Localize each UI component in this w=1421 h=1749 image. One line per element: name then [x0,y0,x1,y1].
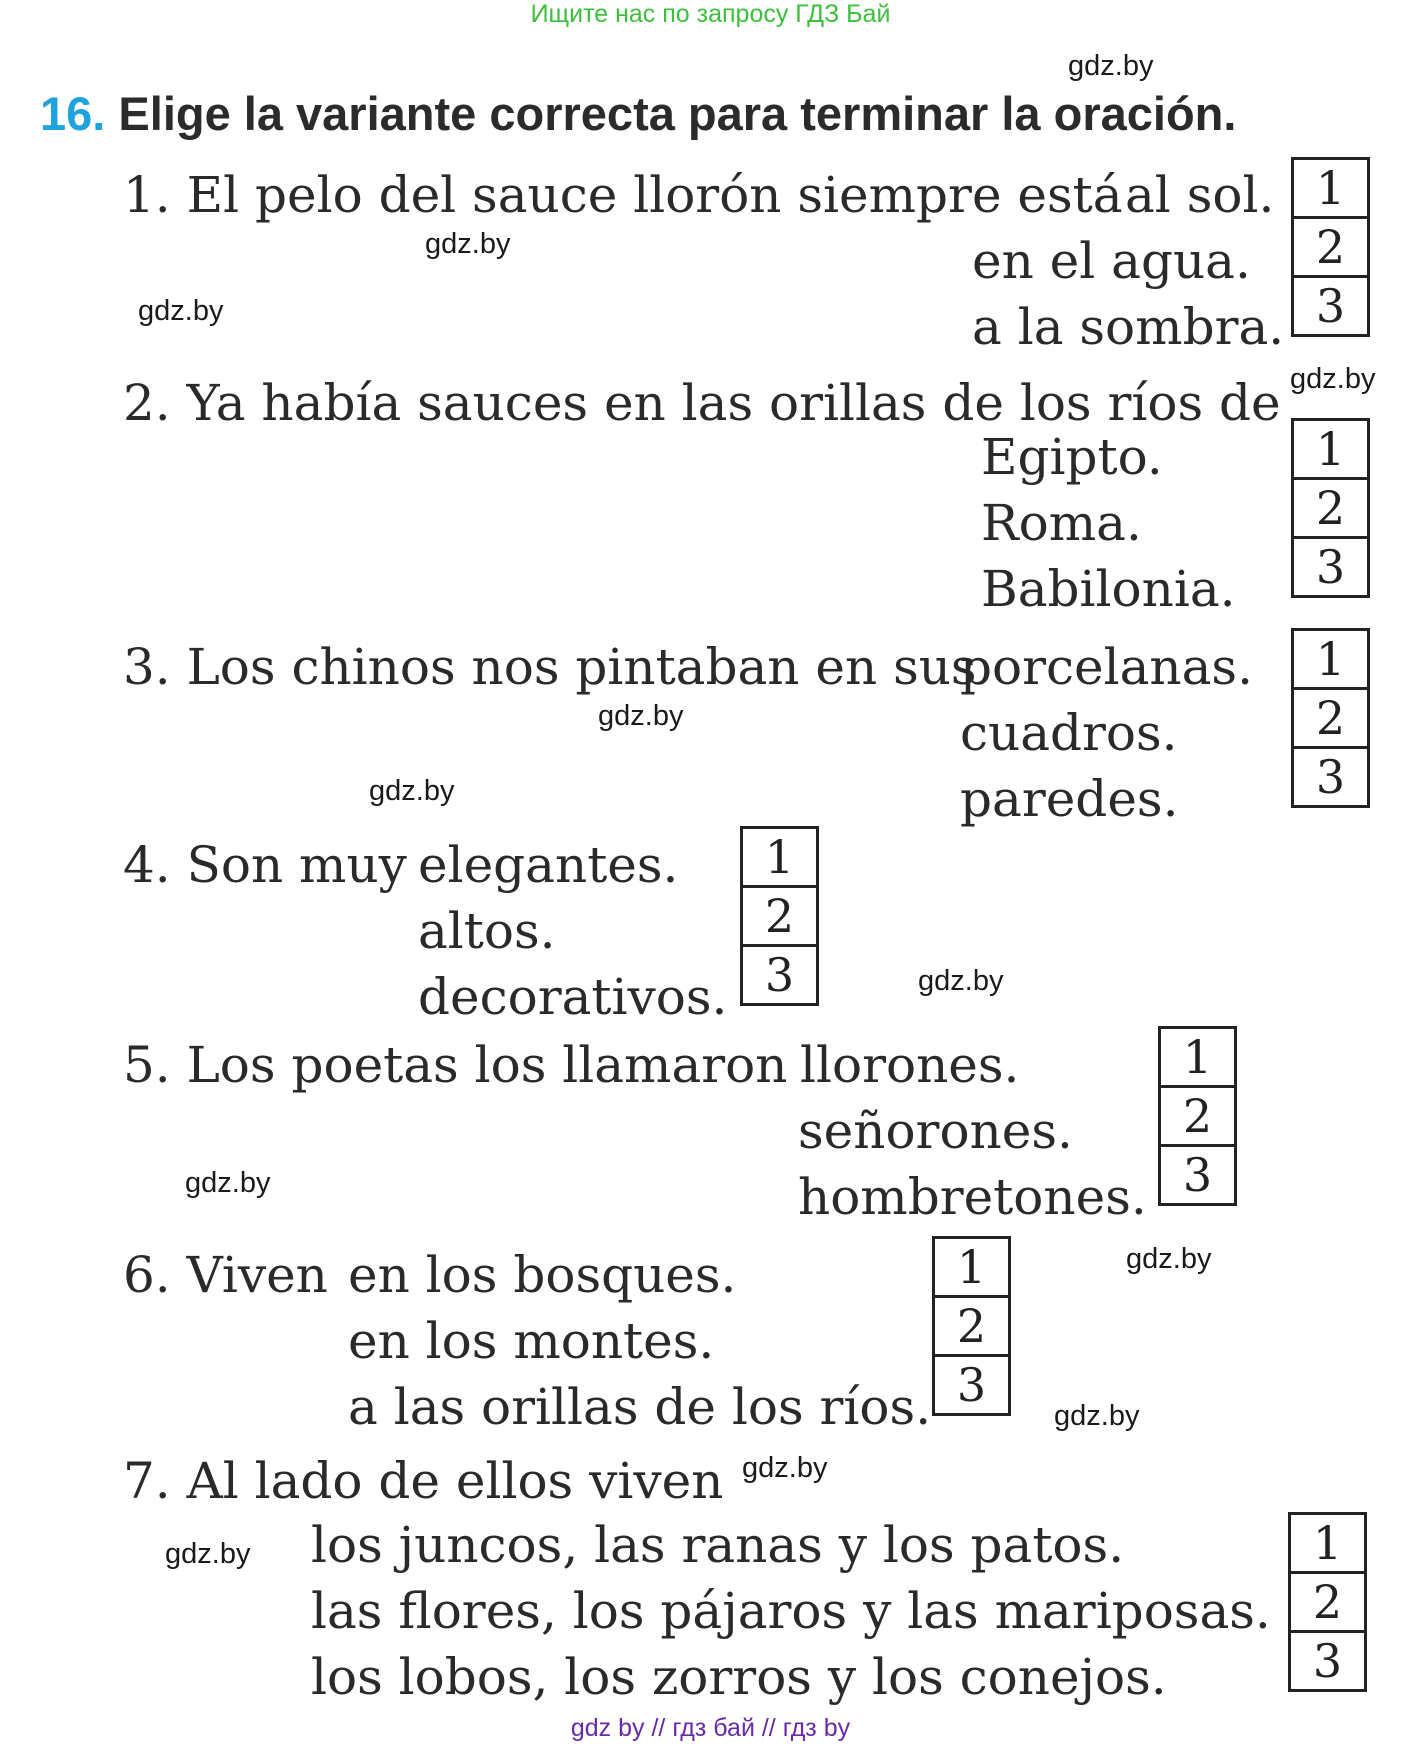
question-7-option-2: las flores, los pájaros y las mariposas. [311,1582,1271,1640]
answer-box-3[interactable]: 3 [1291,275,1370,337]
watermark: gdz.by [742,1452,828,1484]
top-banner[interactable]: Ищите нас по запросу ГДЗ Бай [530,0,891,28]
question-3-option-2: cuadros. [960,704,1178,762]
question-2-option-2: Roma. [981,494,1142,552]
question-6-stem: 6. Viven [123,1246,328,1304]
footer-watermark[interactable]: gdz by // гдз бай // гдз by [570,1714,851,1742]
question-2-option-3: Babilonia. [981,560,1236,618]
exercise-number: 16. [40,87,106,140]
answer-box-1[interactable]: 1 [1158,1026,1237,1088]
answer-boxes-4 [740,826,819,1006]
question-2-option-1: Egipto. [981,428,1163,486]
watermark: gdz.by [1054,1400,1140,1432]
answer-box-2[interactable]: 2 [1291,216,1370,278]
question-1-stem: 1. El pelo del sauce llorón siempre está [123,166,1123,224]
question-7-option-1: los juncos, las ranas y los patos. [311,1516,1125,1574]
question-3-option-3: paredes. [960,770,1179,828]
answer-box-3[interactable]: 3 [1288,1630,1367,1692]
question-7-option-3: los lobos, los zorros y los conejos. [311,1648,1167,1706]
watermark: gdz.by [185,1167,271,1199]
question-5-option-2: señorones. [798,1102,1073,1160]
answer-box-1[interactable]: 1 [1291,628,1370,690]
watermark: gdz.by [1068,50,1154,82]
watermark: gdz.by [425,228,511,260]
answer-boxes-1 [1291,157,1370,337]
question-6-option-3: a las orillas de los ríos. [348,1378,932,1436]
answer-box-2[interactable]: 2 [1291,477,1370,539]
answer-box-1[interactable]: 1 [932,1236,1011,1298]
answer-box-3[interactable]: 3 [1291,746,1370,808]
question-4-stem: 4. Son muy [123,836,407,894]
answer-box-3[interactable]: 3 [1291,536,1370,598]
watermark: gdz.by [598,700,684,732]
question-7-stem: 7. Al lado de ellos viven [123,1452,724,1510]
watermark: gdz.by [369,775,455,807]
answer-box-2[interactable]: 2 [1291,687,1370,749]
watermark: gdz.by [165,1538,251,1570]
question-1-option-3: a la sombra. [972,298,1285,356]
answer-box-2[interactable]: 2 [1288,1571,1367,1633]
answer-box-3[interactable]: 3 [1158,1144,1237,1206]
answer-box-2[interactable]: 2 [932,1295,1011,1357]
question-6-option-1: en los bosques. [348,1246,737,1304]
answer-boxes-3 [1291,628,1370,808]
answer-boxes-7 [1288,1512,1367,1692]
question-3-stem: 3. Los chinos nos pintaban en sus [123,638,977,696]
exercise-instruction: Elige la variante correcta para terminar la oración. [118,87,1237,140]
question-5-option-3: hombretones. [798,1168,1147,1226]
answer-box-2[interactable]: 2 [1158,1085,1237,1147]
answer-box-3[interactable]: 3 [932,1354,1011,1416]
watermark: gdz.by [918,965,1004,997]
answer-boxes-6 [932,1236,1011,1416]
question-3-option-1: porcelanas. [960,638,1253,696]
question-5-option-1: llorones. [800,1036,1020,1094]
answer-boxes-5 [1158,1026,1237,1206]
question-1-option-1: al sol. [1125,166,1275,224]
question-5-stem: 5. Los poetas los llamaron [123,1036,788,1094]
answer-box-3[interactable]: 3 [740,944,819,1006]
watermark: gdz.by [138,295,224,327]
watermark: gdz.by [1290,363,1376,395]
watermark: gdz.by [1126,1243,1212,1275]
question-1-option-2: en el agua. [972,232,1251,290]
question-4-option-2: altos. [418,902,556,960]
exercise-heading [40,86,1236,141]
answer-box-1[interactable]: 1 [740,826,819,888]
question-4-option-3: decorativos. [418,968,728,1026]
answer-boxes-2 [1291,418,1370,598]
answer-box-1[interactable]: 1 [1291,157,1370,219]
question-2-stem: 2. Ya había sauces en las orillas de los ríos de [123,374,1281,432]
question-4-option-1: elegantes. [418,836,679,894]
question-6-option-2: en los montes. [348,1312,715,1370]
answer-box-1[interactable]: 1 [1288,1512,1367,1574]
answer-box-2[interactable]: 2 [740,885,819,947]
answer-box-1[interactable]: 1 [1291,418,1370,480]
